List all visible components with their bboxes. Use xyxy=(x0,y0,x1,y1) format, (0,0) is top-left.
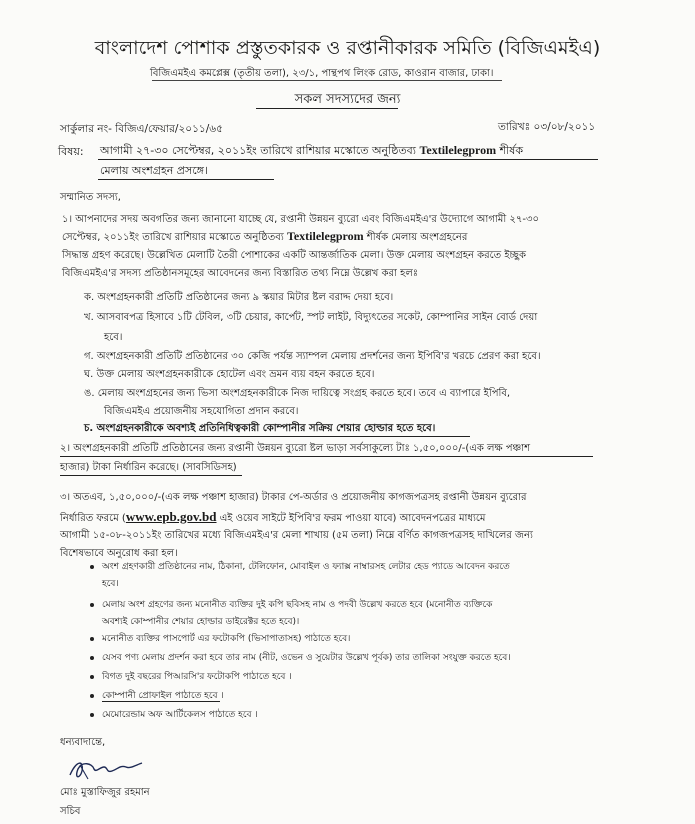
para3-text-pre: নির্ধারিত ফরমে ( xyxy=(60,513,126,524)
bullet-item-5: বিগত দুই বছরের পিআরসি'র ফটোকপি পাঠাতে হবে । xyxy=(102,672,292,682)
list-item-uma-cont: বিজিএমইএ প্রয়োজনীয় সহযোগিতা প্রদান করবে। xyxy=(104,406,299,417)
bullet-item-1: অংশ গ্রহণকারী প্রতিষ্ঠানের নাম, ঠিকানা, টেলিফোন, মোবাইল ও ফ্যাক্স নাম্বারসহ লেটার হেড প্যাডে আবেদন করতে xyxy=(102,562,510,572)
list-item-ka: ক. অংশগ্রহনকারী প্রতিটি প্রতিষ্ঠানের জন্য ৯ স্কয়ার মিটার ষ্টল বরাদ্দ দেয়া হবে। xyxy=(84,292,394,303)
subject-underline-1 xyxy=(98,159,598,160)
para2-line-2: হাজার) টাকা নির্ধারিন করেছে। (সাবসিডিসহ) xyxy=(60,462,237,473)
salutation: সম্মানিত সদস্য, xyxy=(60,192,121,203)
bullet-dot xyxy=(90,565,94,569)
para2-line-1: ২। অংশগ্রহনকারী প্রতিটি প্রতিষ্ঠানের জন্য রপ্তানী উন্নয়ন ব্যুরো ষ্টল ভাড়া সর্বসাকুল্যে টাঃ ১,৫০,০০০/-(এক লক্ষ পঞ্চাশ xyxy=(60,443,531,454)
bullet-dot xyxy=(90,694,94,698)
organization-title: বাংলাদেশ পোশাক প্রস্তুতকারক ও রপ্তানীকারক সমিতি (বিজিএমইএ) xyxy=(94,37,601,59)
bullet-item-6: কোম্পানী প্রোফাইল পাঠাতে হবে । xyxy=(102,691,224,701)
fair-name-body: Textilelegprom xyxy=(286,229,364,243)
circular-date: তারিখঃ ০৩/০৮/২০১১ xyxy=(498,121,596,133)
list-item-kha-cont: হবে। xyxy=(104,332,123,343)
bullet-item-3: মনোনীত ব্যক্তির পাসপোর্ট এর ফটোকপি (ভিসাপাতাসহ) পাঠাতে হবে। xyxy=(102,634,351,644)
para3-line-3: আগামী ১৫-০৮-২০১১ইং তারিখের মধ্যে বিজিএমইএ'র মেলা শাখায় (৫ম তলা) নিম্নে বর্ণিত কাগজপত্রসহ দাখিলের জন্য xyxy=(60,530,533,541)
signatory-name: মোঃ মুস্তাফিজুর রহমান xyxy=(60,787,150,798)
bullet-dot xyxy=(90,603,94,607)
bullet-dot xyxy=(90,713,94,717)
audience-underline xyxy=(256,108,398,109)
para1-line-3: সিদ্ধান্ত গ্রহণ করেছে। উল্লেখিত মেলাটি তৈরী পোশাকের একটি আন্তর্জাতিক মেলা। উক্ত মেলায় অংশগ্রহন করতে ইচ্ছুক xyxy=(62,250,527,261)
subject-text-post: শীর্ষক xyxy=(499,144,524,157)
para3-line-1: ৩। অতএব, ১,৫০,০০০/-(এক লক্ষ পঞ্চাশ হাজার) টাকার পে-অর্ডার ও প্রয়োজনীয় কাগজপত্রসহ রপ্তানী উন্নয়ন ব্যুরোর xyxy=(60,492,527,503)
bullet-dot xyxy=(90,675,94,679)
para1-line-4: বিজিএমইএ'র সদস্য প্রতিষ্ঠানসমূহের আবেদনের জন্য বিস্তারিত তথ্য নিম্নে উল্লেখ করা হলঃ xyxy=(62,268,419,279)
bullet-item-6-underline xyxy=(102,701,220,702)
signatory-title: সচিব xyxy=(60,806,81,817)
para1-line-1: ১। আপনাদের সদয় অবগতির জন্য জানানো যাচ্ছে যে, রপ্তানী উন্নয়ন ব্যুরো এবং বিজিএমইএ'র উদ্যোগে আগামী ২৭-৩০ xyxy=(62,214,539,225)
audience-heading: সকল সদস্যদের জন্য xyxy=(294,92,401,107)
bullet-dot xyxy=(90,637,94,641)
list-item-ga: গ. অংশগ্রহনকারী প্রতিটি প্রতিষ্ঠানের ৩০ কেজি পর্যন্ত স্যাম্পল মেলায় প্রদর্শনের জন্য ইপিবি'র খরচে প্রেরণ করা হবে। xyxy=(84,351,541,362)
fair-name: Textilelegprom xyxy=(419,143,497,157)
para3-text-post: এই ওয়েব সাইটে ইপিবি'র ফরম পাওয়া যাবে) আবেদনপত্রের মাধ্যমে xyxy=(216,513,486,524)
list-item-kha: খ. আসবাবপত্র হিসাবে ১টি টেবিল, ৩টি চেয়ার, কার্পেট, স্পট লাইট, বিদ্যুৎতের সকেট, কোম্পানির সাইন বোর্ড দেয়া xyxy=(84,312,538,323)
subject-text-pre: আগামী ২৭-৩০ সেপ্টেম্বর, ২০১১ইং তারিখে রাশিয়ার মস্কোতে অনুষ্ঠিতব্য xyxy=(100,144,416,157)
para1-line-2 xyxy=(62,229,467,247)
para3-line-2 xyxy=(60,509,485,528)
para3-line-4: বিশেষভাবে অনুরোধ করা হল। xyxy=(60,548,178,559)
bullet-item-2: মেলায় অংশ গ্রহণের জন্য মনোনীত ব্যক্তির দুই কপি ছবিসহ নাম ও পদবী উল্লেখ করতে হবে (মনোনীত ব্যক্তিকে xyxy=(102,600,493,610)
bullet-item-2-cont: অবশ্যই কোম্পানীর শেয়ার হোল্ডার ডাইরেক্টর হতে হবে)। xyxy=(102,617,300,627)
subject-underline-2 xyxy=(98,179,274,180)
bullet-dot xyxy=(90,656,94,660)
organization-address: বিজিএমইএ কমপ্লেক্স (তৃতীয় তলা), ২৩/১, পান্থপথ লিংক রোড, কাওরান বাজার, ঢাকা। xyxy=(150,68,494,79)
bullet-item-7: মেমোরেন্ডাম অফ আর্টিকেলস পাঠাতে হবে । xyxy=(102,710,258,720)
subject-label: বিষয়: xyxy=(58,145,84,158)
subject-line-2: মেলায় অংশগ্রহন প্রসঙ্গে। xyxy=(100,164,208,177)
para1-text-pre: সেপ্টেম্বর, ২০১১ইং তারিখে রাশিয়ার মস্কোতে অনুষ্ঠিতব্য xyxy=(62,232,284,243)
list-item-uma: ঙ. মেলায় অংশগ্রহনের জন্য ভিসা অংশগ্রহনকারীকে নিজ দায়িত্বে সংগ্রহ করতে হবে। তবে এ ব্যাপারে ইপিবি, xyxy=(84,388,511,399)
list-item-cha-underline xyxy=(100,436,470,437)
list-item-gha: ঘ. উক্ত মেলায় অংশগ্রহনকারীকে হোটেল এবং ভ্রমন ব্যয় বহন করতে হবে। xyxy=(84,369,375,380)
address-underline xyxy=(152,80,502,81)
bullet-item-1-cont: হবে। xyxy=(102,579,119,589)
para1-text-post: শীর্ষক মেলায় অংশগ্রহনের xyxy=(366,232,468,243)
bullet-item-4: যেসব পণ্য মেলায় প্রদর্শন করা হবে তার নাম (নীট, ওভেন ও সুয়েটার উল্লেখ পূর্বক) তার তালিকা সংযুক্ত করতে হবে। xyxy=(102,653,511,663)
para2-underline-2 xyxy=(60,475,242,476)
closing-text: ধন্যবাদান্তে, xyxy=(60,737,106,748)
list-item-cha: চ. অংশগ্রহনকারীকে অবশ্যই প্রতিনিধিত্বকারী কোম্পানীর সক্রিয় শেয়ার হোল্ডার হতে হবে। xyxy=(84,423,436,434)
para2-underline-1 xyxy=(60,456,593,457)
circular-number: সার্কুলার নং- বিজিএ/ফেয়ার/২০১১/৬৫ xyxy=(60,123,223,135)
signature-image xyxy=(66,753,146,783)
website-link[interactable]: www.epb.gov.bd xyxy=(125,509,217,524)
